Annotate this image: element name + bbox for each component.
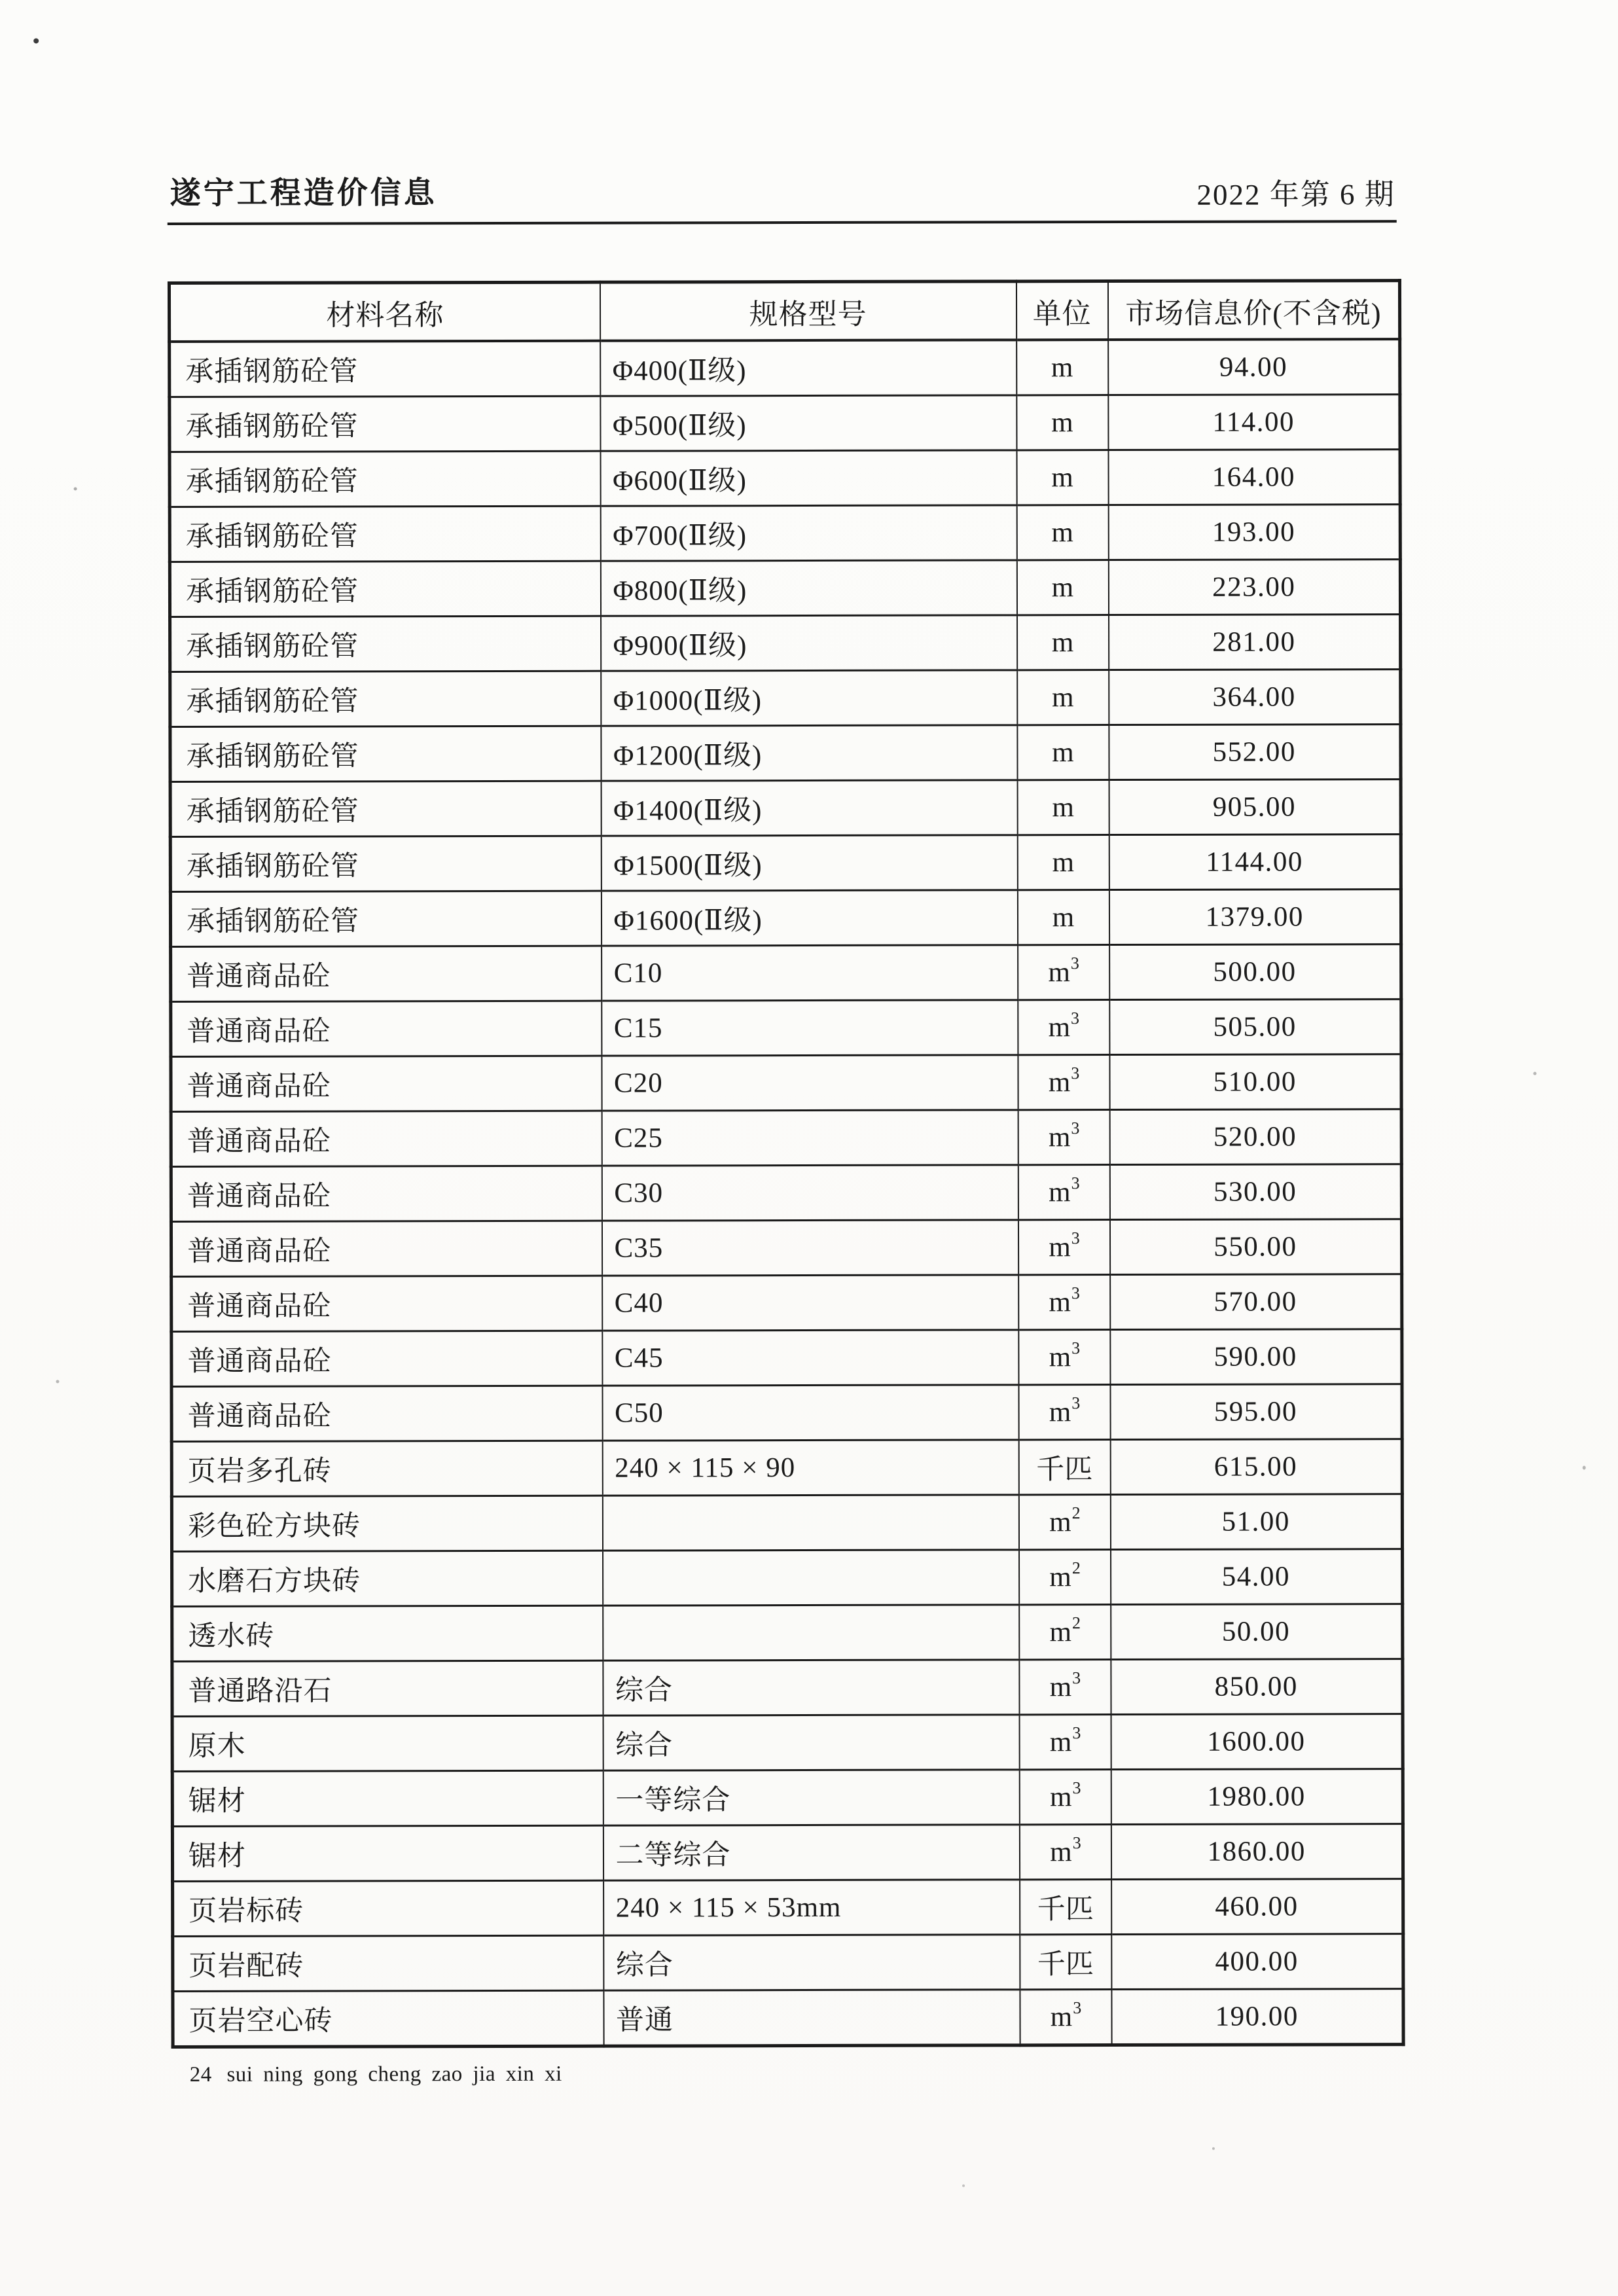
column-header-2: 规格型号 (600, 281, 1016, 341)
material-name-cell: 普通商品砼 (171, 1111, 602, 1166)
material-name-cell: 普通商品砼 (171, 1001, 602, 1056)
material-name-cell: 普通商品砼 (171, 1221, 602, 1276)
unit-cell: 千匹 (1020, 1880, 1111, 1935)
material-name-cell: 水磨石方块砖 (172, 1551, 603, 1606)
material-name-cell: 页岩空心砖 (173, 1990, 603, 2047)
table-row (172, 1769, 1403, 1827)
unit-cell: 千匹 (1018, 1440, 1110, 1495)
column-header-1: 材料名称 (169, 282, 600, 342)
material-name-cell: 承插钢筋砼管 (170, 671, 601, 726)
price-cell: 193.00 (1108, 505, 1400, 560)
unit-cell: $m^2$ (1019, 1550, 1111, 1605)
material-name-cell: 承插钢筋砼管 (170, 616, 601, 672)
table-row (171, 1054, 1401, 1112)
material-price-table (168, 279, 1405, 2049)
column-header-4: 市场信息价(不含税) (1107, 281, 1399, 340)
table-header-row (169, 281, 1399, 342)
table-row (171, 944, 1401, 1002)
spec-cell: Φ500(Ⅱ级) (600, 395, 1016, 451)
unit-cell: $m^3$ (1019, 1825, 1111, 1880)
unit-cell: $m^3$ (1018, 1330, 1110, 1385)
spec-cell: C20 (602, 1055, 1018, 1111)
price-cell: 1144.00 (1109, 834, 1401, 890)
unit-cell: $m^3$ (1019, 1715, 1111, 1770)
table-row (171, 1164, 1401, 1222)
material-name-cell: 彩色砼方块砖 (171, 1496, 602, 1551)
spec-cell: 240 × 115 × 53mm (603, 1880, 1020, 1935)
unit-cell: m (1016, 395, 1108, 450)
spec-cell: C30 (602, 1165, 1018, 1221)
unit-cell: m (1017, 890, 1109, 945)
spec-cell (603, 1550, 1019, 1605)
material-name-cell: 页岩多孔砖 (171, 1441, 602, 1496)
table-row (170, 395, 1400, 452)
spec-cell: C10 (602, 945, 1018, 1001)
unit-cell: m (1017, 725, 1109, 780)
table-row (170, 339, 1400, 397)
unit-cell: $m^3$ (1018, 1165, 1109, 1220)
scan-speck (33, 38, 39, 43)
material-name-cell: 页岩配砖 (173, 1935, 603, 1991)
spec-cell: 240 × 115 × 90 (602, 1440, 1018, 1496)
table-row (171, 1329, 1402, 1387)
spec-cell: 综合 (603, 1935, 1020, 1990)
spec-cell: C50 (602, 1385, 1018, 1441)
material-name-cell: 页岩标砖 (173, 1880, 603, 1936)
spec-cell: 综合 (603, 1660, 1019, 1715)
price-cell: 1860.00 (1111, 1824, 1403, 1880)
price-cell: 460.00 (1111, 1879, 1403, 1935)
material-name-cell: 锯材 (172, 1825, 603, 1881)
spec-cell: C15 (602, 1000, 1018, 1056)
price-cell: 1600.00 (1111, 1714, 1403, 1770)
table-row (170, 780, 1401, 837)
table-row (172, 1824, 1403, 1882)
unit-cell: $m^3$ (1019, 1770, 1111, 1825)
table-row (172, 1604, 1403, 1662)
price-cell: 114.00 (1108, 395, 1400, 450)
material-name-cell: 普通商品砼 (171, 1386, 602, 1441)
price-cell: 520.00 (1109, 1109, 1401, 1165)
material-name-cell: 普通商品砼 (171, 1276, 602, 1331)
spec-cell: Φ600(Ⅱ级) (600, 450, 1016, 506)
scan-speck (1583, 1466, 1586, 1470)
spec-cell: Φ1500(Ⅱ级) (601, 835, 1017, 891)
unit-cell: $m^2$ (1019, 1605, 1111, 1660)
table-row (171, 1494, 1402, 1552)
price-cell: 1980.00 (1111, 1769, 1403, 1825)
material-name-cell: 原木 (172, 1715, 603, 1771)
table-row (173, 1989, 1403, 2047)
material-name-cell: 承插钢筋砼管 (170, 341, 600, 397)
unit-cell: m (1017, 670, 1109, 725)
document-title: 遂宁工程造价信息 (170, 176, 437, 211)
table-row (170, 560, 1400, 617)
spec-cell: Φ1600(Ⅱ级) (601, 890, 1017, 946)
price-cell: 500.00 (1109, 944, 1401, 1000)
table-row (170, 670, 1401, 727)
material-name-cell: 承插钢筋砼管 (170, 506, 600, 562)
spec-cell: Φ700(Ⅱ级) (600, 505, 1016, 561)
price-cell: 552.00 (1109, 725, 1401, 780)
table-row (171, 1109, 1401, 1167)
spec-cell: C45 (602, 1330, 1018, 1386)
spec-cell: 二等综合 (603, 1825, 1019, 1880)
price-cell: 615.00 (1110, 1439, 1402, 1495)
material-name-cell: 普通商品砼 (171, 946, 602, 1001)
scan-speck (1533, 1072, 1536, 1075)
unit-cell: $m^3$ (1018, 945, 1109, 1000)
price-cell: 505.00 (1109, 999, 1401, 1055)
table-row (172, 1549, 1403, 1607)
spec-cell: C35 (602, 1220, 1018, 1276)
price-cell: 223.00 (1108, 560, 1400, 615)
table-row (170, 450, 1400, 507)
page-number: 24 (189, 2062, 212, 2087)
table-row (171, 1439, 1402, 1497)
price-cell: 54.00 (1111, 1549, 1403, 1605)
material-name-cell: 承插钢筋砼管 (170, 451, 600, 507)
table-row (171, 1384, 1402, 1442)
unit-cell: m (1016, 505, 1108, 560)
unit-cell: $m^3$ (1019, 1660, 1111, 1715)
unit-cell: $m^3$ (1018, 1000, 1109, 1055)
price-cell: 550.00 (1109, 1219, 1401, 1275)
spec-cell: Φ1200(Ⅱ级) (601, 725, 1017, 781)
price-cell: 510.00 (1109, 1054, 1401, 1110)
footer-pinyin: sui ning gong cheng zao jia xin xi (226, 2062, 562, 2087)
price-cell: 281.00 (1109, 615, 1401, 670)
spec-cell: Φ400(Ⅱ级) (600, 340, 1016, 396)
unit-cell: $m^3$ (1018, 1275, 1110, 1330)
unit-cell: $m^3$ (1018, 1055, 1109, 1110)
spec-cell: C25 (602, 1110, 1018, 1166)
spec-cell: 普通 (603, 1990, 1020, 2046)
spec-cell: 综合 (603, 1715, 1019, 1770)
price-cell: 905.00 (1109, 780, 1401, 835)
unit-cell: m (1016, 340, 1108, 395)
spec-cell: Φ900(Ⅱ级) (601, 615, 1017, 671)
price-cell: 164.00 (1108, 450, 1400, 505)
page-footer (190, 2062, 562, 2087)
price-cell: 50.00 (1111, 1604, 1403, 1660)
material-name-cell: 普通商品砼 (171, 1331, 602, 1386)
spec-cell: 一等综合 (603, 1770, 1019, 1825)
table-row (171, 999, 1401, 1057)
price-cell: 850.00 (1111, 1659, 1403, 1715)
scan-speck (74, 487, 77, 490)
material-name-cell: 承插钢筋砼管 (170, 836, 601, 891)
price-cell: 570.00 (1110, 1274, 1402, 1330)
table-row (172, 1659, 1403, 1717)
table-row (173, 1934, 1403, 1992)
table-row (170, 615, 1401, 672)
unit-cell: $m^3$ (1020, 1990, 1111, 2045)
unit-cell: m (1017, 780, 1109, 835)
table-row (170, 505, 1400, 562)
price-cell: 364.00 (1109, 670, 1401, 725)
table-row (171, 1219, 1401, 1277)
unit-cell: $m^3$ (1018, 1385, 1110, 1440)
material-name-cell: 承插钢筋砼管 (170, 726, 601, 781)
price-cell: 590.00 (1110, 1329, 1402, 1385)
table-row (171, 1274, 1402, 1332)
scan-speck (56, 1380, 59, 1383)
table-row (172, 1714, 1403, 1772)
unit-cell: m (1017, 835, 1109, 890)
unit-cell: $m^3$ (1018, 1110, 1109, 1165)
material-name-cell: 锯材 (172, 1770, 603, 1826)
table-row (170, 725, 1401, 782)
material-name-cell: 承插钢筋砼管 (170, 891, 601, 946)
price-cell: 190.00 (1111, 1989, 1403, 2045)
material-name-cell: 透水砖 (172, 1605, 603, 1661)
spec-cell: Φ800(Ⅱ级) (600, 560, 1016, 616)
unit-cell: 千匹 (1020, 1935, 1111, 1990)
issue-label: 2022 年第 6 期 (1196, 178, 1395, 211)
table-row (173, 1879, 1403, 1937)
price-cell: 400.00 (1111, 1934, 1403, 1990)
price-cell: 51.00 (1110, 1494, 1402, 1550)
price-cell: 530.00 (1109, 1164, 1401, 1220)
unit-cell: $m^2$ (1018, 1495, 1110, 1550)
price-cell: 94.00 (1108, 339, 1400, 395)
spec-cell: Φ1000(Ⅱ级) (601, 670, 1017, 726)
material-name-cell: 承插钢筋砼管 (170, 781, 601, 836)
material-name-cell: 承插钢筋砼管 (170, 396, 600, 452)
price-cell: 1379.00 (1109, 889, 1401, 945)
column-header-3: 单位 (1016, 281, 1107, 340)
spec-cell: Φ1400(Ⅱ级) (601, 780, 1017, 836)
unit-cell: m (1017, 615, 1109, 670)
material-name-cell: 普通商品砼 (171, 1056, 602, 1111)
unit-cell: $m^3$ (1018, 1220, 1109, 1275)
table-row (170, 889, 1401, 947)
spec-cell (603, 1605, 1019, 1660)
table-row (170, 834, 1401, 892)
material-name-cell: 承插钢筋砼管 (170, 561, 600, 617)
material-name-cell: 普通路沿石 (172, 1660, 603, 1716)
scan-speck (962, 2185, 965, 2187)
unit-cell: m (1016, 560, 1108, 615)
material-name-cell: 普通商品砼 (171, 1166, 602, 1221)
unit-cell: m (1016, 450, 1108, 505)
spec-cell (602, 1495, 1018, 1551)
header-rule (168, 220, 1397, 225)
spec-cell: C40 (602, 1275, 1018, 1331)
scan-speck (1212, 2147, 1215, 2150)
price-cell: 595.00 (1110, 1384, 1402, 1440)
